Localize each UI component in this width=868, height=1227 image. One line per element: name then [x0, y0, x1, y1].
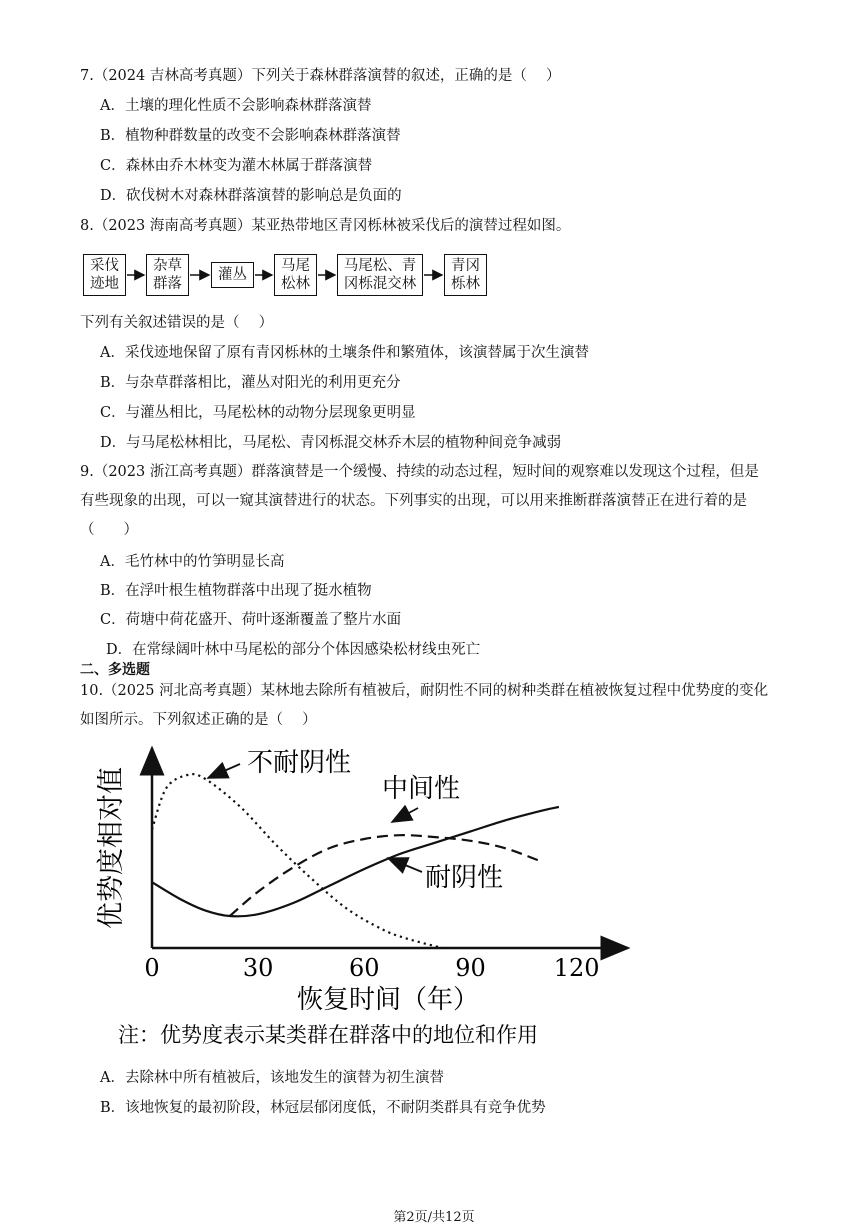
- flow-box-mixed: 马尾松、青 冈栎混交林: [337, 254, 423, 296]
- x-tick-label-0: 0: [144, 954, 160, 982]
- q8-stem: 8.（2023 海南高考真题）某亚热带地区青冈栎林被采伐后的演替过程如图。: [80, 218, 571, 234]
- q8-option-d: D．与马尾松林相比，马尾松、青冈栎混交林乔木层的植物种间竞争减弱: [100, 435, 562, 451]
- q9-option-d: D．在常绿阔叶林中马尾松的部分个体因感染松材线虫死亡: [106, 642, 481, 658]
- q10-option-a: A．去除林中所有植被后，该地发生的演替为初生演替: [100, 1070, 444, 1086]
- q9-stem-line-1: 9.（2023 浙江高考真题）群落演替是一个缓慢、持续的动态过程，短时间的观察难以发现这个过程，但是: [80, 464, 759, 480]
- section-heading: 二、多选题: [80, 662, 150, 678]
- flow-box-pine: 马尾 松林: [274, 254, 317, 296]
- q8-question: 下列有关叙述错误的是（ ）: [80, 315, 274, 331]
- series-label-shade-intolerant: 不耐阴性: [247, 748, 352, 778]
- pointer-intermediate: [392, 808, 418, 822]
- pointer-shade-intolerant: [208, 764, 240, 778]
- pointer-shade-tolerant: [388, 858, 422, 872]
- q7-option-a: A．土壤的理化性质不会影响森林群落演替: [100, 98, 372, 114]
- q9-option-a: A．毛竹林中的竹笋明显长高: [100, 554, 285, 570]
- q7-stem: 7.（2024 吉林高考真题）下列关于森林群落演替的叙述，正确的是（ ）: [80, 68, 561, 84]
- chart-note: 注：优势度表示某类群在群落中的地位和作用: [118, 1023, 538, 1047]
- flow-box-oak: 青冈 栎林: [444, 254, 487, 296]
- flow-box-cutover: 采伐 迹地: [83, 254, 126, 296]
- q8-option-b: B．与杂草群落相比，灌丛对阳光的利用更充分: [100, 375, 401, 391]
- q9-stem-line-3: （ ）: [80, 522, 138, 538]
- q10-stem-line-1: 10.（2025 河北高考真题）某林地去除所有植被后，耐阴性不同的树种类群在植被恢复过程中优势度的变化: [80, 683, 769, 699]
- flow-box-weeds: 杂草 群落: [146, 254, 189, 296]
- x-tick-label-1: 30: [242, 954, 274, 982]
- y-axis-label: 优势度相对值: [96, 767, 127, 929]
- q9-option-b: B．在浮叶根生植物群落中出现了挺水植物: [100, 583, 372, 599]
- q7-option-d: D．砍伐树木对森林群落演替的影响总是负面的: [100, 188, 402, 204]
- x-tick-label-4: 120: [553, 954, 600, 982]
- dominance-chart: [96, 740, 640, 1060]
- flow-box-shrub: 灌丛: [211, 262, 254, 288]
- x-axis-label: 恢复时间（年）: [296, 985, 480, 1015]
- q10-option-b: B．该地恢复的最初阶段，林冠层郁闭度低，不耐阴类群具有竞争优势: [100, 1100, 546, 1116]
- series-line-2: [152, 807, 559, 916]
- q8-option-a: A．采伐迹地保留了原有青冈栎林的土壤条件和繁殖体，该演替属于次生演替: [100, 345, 589, 361]
- q7-option-c: C．森林由乔木林变为灌木林属于群落演替: [100, 158, 373, 174]
- q10-stem-line-2: 如图所示。下列叙述正确的是（ ）: [80, 712, 317, 728]
- q9-option-c: C．荷塘中荷花盛开、荷叶逐渐覆盖了整片水面: [100, 612, 402, 628]
- series-label-intermediate: 中间性: [382, 774, 461, 804]
- q8-option-c: C．与灌丛相比，马尾松林的动物分层现象更明显: [100, 405, 416, 421]
- series-label-shade-tolerant: 耐阴性: [425, 863, 504, 893]
- q7-option-b: B．植物种群数量的改变不会影响森林群落演替: [100, 128, 401, 144]
- x-tick-label-2: 60: [349, 954, 380, 982]
- page-footer: 第2页/共12页: [393, 1210, 475, 1225]
- q9-stem-line-2: 有些现象的出现，可以一窥其演替进行的状态。下列事实的出现，可以用来推断群落演替正在进行着的是: [80, 493, 747, 509]
- x-tick-label-3: 90: [455, 954, 486, 982]
- flow-arrows: [0, 0, 868, 320]
